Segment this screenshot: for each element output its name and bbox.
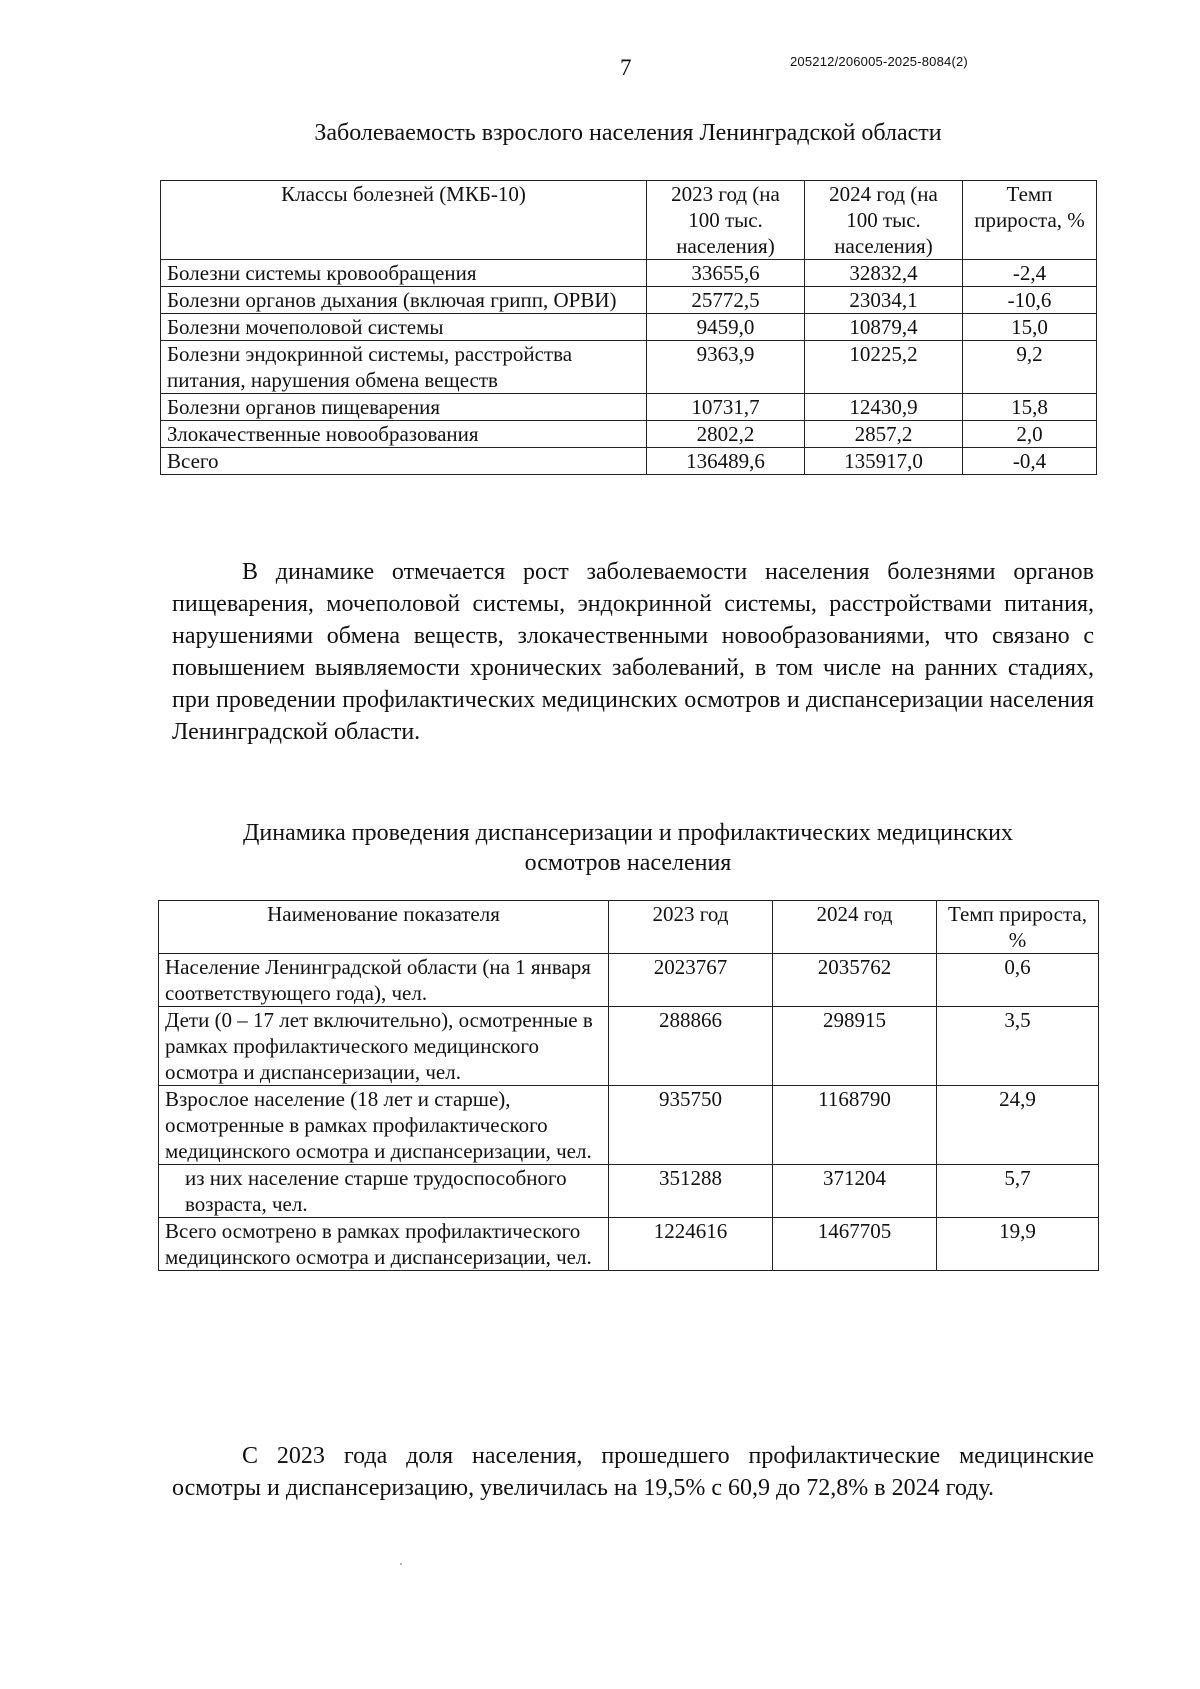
value-2024: 1467705 <box>773 1218 937 1271</box>
value-2024: 298915 <box>773 1007 937 1086</box>
value-2023: 136489,6 <box>647 448 805 475</box>
table-header-row <box>159 901 1099 954</box>
value-2023: 935750 <box>609 1086 773 1165</box>
table-row <box>159 954 1099 1007</box>
growth-rate: 9,2 <box>963 341 1097 394</box>
growth-rate: -2,4 <box>963 260 1097 287</box>
header-disease-class: Классы болезней (МКБ-10) <box>161 181 647 260</box>
morbidity-table <box>160 180 1097 475</box>
page-number: 7 <box>620 55 632 80</box>
row-label: Взрослое население (18 лет и старше), осмотренные в рамках профилактического медицинского осмотра и диспансеризации, чел. <box>159 1086 609 1165</box>
row-label: Население Ленинградской области (на 1 января соответствующего года), чел. <box>159 954 609 1007</box>
table-row <box>161 287 1097 314</box>
paragraph-screening-share <box>172 1440 1094 1504</box>
row-label: Болезни эндокринной системы, расстройства питания, нарушения обмена веществ <box>161 341 647 394</box>
value-2023: 2023767 <box>609 954 773 1007</box>
value-2023: 288866 <box>609 1007 773 1086</box>
value-2023: 10731,7 <box>647 394 805 421</box>
row-label: Болезни мочеполовой системы <box>161 314 647 341</box>
growth-rate: 3,5 <box>937 1007 1099 1086</box>
table2-title: Динамика проведения диспансеризации и профилактических медицинских осмотров населения <box>243 820 1013 876</box>
row-label: Болезни органов пищеварения <box>161 394 647 421</box>
value-2024: 23034,1 <box>805 287 963 314</box>
table-row <box>161 394 1097 421</box>
header-2024: 2024 год <box>773 901 937 954</box>
value-2024: 2035762 <box>773 954 937 1007</box>
header-2023: 2023 год (на 100 тыс. населения) <box>647 181 805 260</box>
growth-rate: -0,4 <box>963 448 1097 475</box>
table-row <box>159 1007 1099 1086</box>
value-2024: 2857,2 <box>805 421 963 448</box>
value-2023: 351288 <box>609 1165 773 1218</box>
row-label: из них население старше трудоспособного возраста, чел. <box>159 1165 609 1218</box>
value-2023: 1224616 <box>609 1218 773 1271</box>
table-row <box>159 1086 1099 1165</box>
value-2024: 12430,9 <box>805 394 963 421</box>
growth-rate: 15,8 <box>963 394 1097 421</box>
table-row <box>161 341 1097 394</box>
header-growth-rate: Темп прироста, % <box>963 181 1097 260</box>
table-row-total <box>161 448 1097 475</box>
header-2023: 2023 год <box>609 901 773 954</box>
table-row <box>161 260 1097 287</box>
value-2023: 33655,6 <box>647 260 805 287</box>
value-2024: 10879,4 <box>805 314 963 341</box>
row-label: Дети (0 – 17 лет включительно), осмотренные в рамках профилактического медицинского осмотра и диспансеризации, чел. <box>159 1007 609 1086</box>
growth-rate: -10,6 <box>963 287 1097 314</box>
value-2023: 2802,2 <box>647 421 805 448</box>
paragraph-text: В динамике отмечается рост заболеваемости населения болезнями органов пищеварения, мочеполовой системы, эндокринной системы, расстройствами питания, нарушениями обмена веществ, злокачественными новообразованиями, что связано с повышением выявляемости хронических заболеваний, в том числе на ранних стадиях, при проведении профилактических медицинских осмотров и диспансеризации населения Ленинградской области. <box>172 559 1094 745</box>
header-indicator: Наименование показателя <box>159 901 609 954</box>
value-2024: 135917,0 <box>805 448 963 475</box>
value-2024: 10225,2 <box>805 341 963 394</box>
growth-rate: 15,0 <box>963 314 1097 341</box>
growth-rate: 24,9 <box>937 1086 1099 1165</box>
growth-rate: 0,6 <box>937 954 1099 1007</box>
table-row <box>161 314 1097 341</box>
value-2024: 371204 <box>773 1165 937 1218</box>
scan-artifact <box>400 1563 402 1565</box>
header-2024: 2024 год (на 100 тыс. населения) <box>805 181 963 260</box>
row-label: Болезни системы кровообращения <box>161 260 647 287</box>
row-label: Всего осмотрено в рамках профилактического медицинского осмотра и диспансеризации, чел. <box>159 1218 609 1271</box>
value-2023: 9363,9 <box>647 341 805 394</box>
value-2024: 1168790 <box>773 1086 937 1165</box>
row-label: Злокачественные новообразования <box>161 421 647 448</box>
value-2024: 32832,4 <box>805 260 963 287</box>
growth-rate: 2,0 <box>963 421 1097 448</box>
paragraph-morbidity-dynamics <box>172 556 1094 748</box>
table-row-total <box>159 1218 1099 1271</box>
table1-title: Заболеваемость взрослого населения Ленинградской области <box>314 120 942 146</box>
row-label: Болезни органов дыхания (включая грипп, ОРВИ) <box>161 287 647 314</box>
document-id: 205212/206005-2025-8084(2) <box>790 54 968 69</box>
row-label: Всего <box>161 448 647 475</box>
value-2023: 25772,5 <box>647 287 805 314</box>
screening-table <box>158 900 1099 1271</box>
growth-rate: 5,7 <box>937 1165 1099 1218</box>
header-growth-rate: Темп прироста, % <box>937 901 1099 954</box>
growth-rate: 19,9 <box>937 1218 1099 1271</box>
paragraph-text: С 2023 года доля населения, прошедшего профилактические медицинские осмотры и диспансеризацию, увеличилась на 19,5% с 60,9 до 72,8% в 2024 году. <box>172 1443 1094 1501</box>
table-row <box>159 1165 1099 1218</box>
table-row <box>161 421 1097 448</box>
value-2023: 9459,0 <box>647 314 805 341</box>
table-header-row <box>161 181 1097 260</box>
